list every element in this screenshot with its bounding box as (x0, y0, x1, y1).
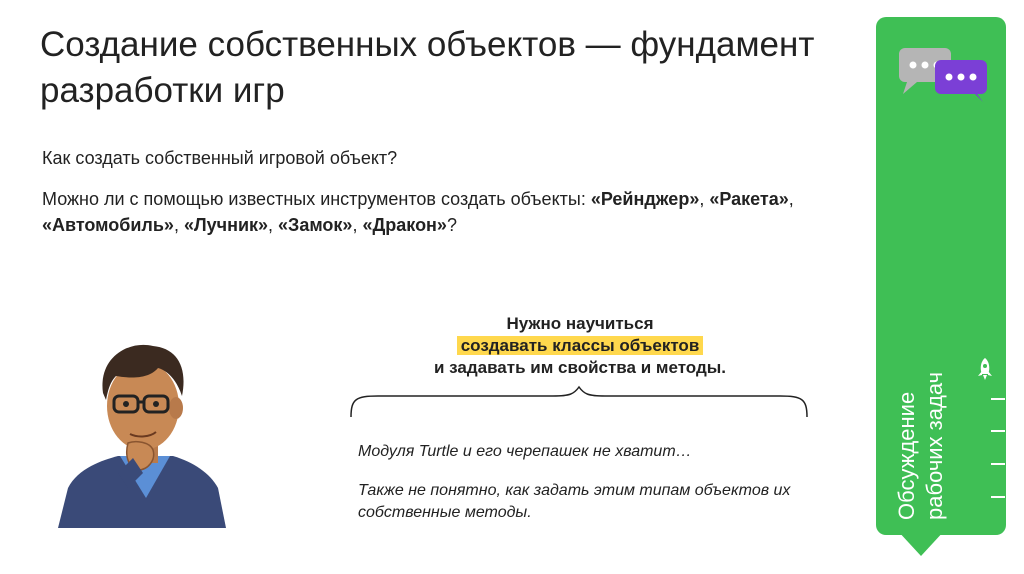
note-1: Модуля Turtle и его черепашек не хватит… (358, 443, 692, 460)
object-name: «Лучник» (183, 215, 269, 235)
question-1: Как создать собственный игровой объект? (42, 148, 398, 168)
sidebar-tick (991, 496, 1005, 498)
chat-bubbles-icon (897, 44, 989, 104)
separator: , (352, 215, 363, 235)
separator: , (268, 215, 279, 235)
object-name: «Дракон» (362, 215, 447, 235)
question-2 (42, 186, 842, 238)
separator: , (173, 215, 184, 235)
sidebar-tick (991, 463, 1005, 465)
sidebar-pointer (897, 530, 945, 558)
separator: , (788, 189, 794, 209)
separator: , (699, 189, 710, 209)
question-2-suffix: ? (446, 215, 457, 235)
curly-brace (348, 385, 810, 419)
object-name: «Автомобиль» (42, 215, 174, 235)
rocket-icon (976, 357, 994, 381)
thinking-man-avatar (58, 338, 233, 528)
callout-line-3: и задавать им свойства и методы. (433, 358, 726, 377)
question-2-prefix: Можно ли с помощью известных инструментов создать объекты: (42, 189, 591, 209)
sidebar-tick (991, 398, 1005, 400)
slide-title: Создание собственных объектов — фундамент разработки игр (40, 25, 815, 110)
note-2: Также не понятно, как задать этим типам объектов их собственные методы. (358, 482, 791, 521)
sidebar-tick (991, 430, 1005, 432)
callout-highlight: создавать классы объектов (457, 336, 704, 355)
object-name: «Рейнджер» (590, 189, 700, 209)
callout (380, 313, 780, 379)
object-name: «Ракета» (709, 189, 789, 209)
callout-line-1: Нужно научиться (506, 314, 654, 333)
sidebar-label: Обсуждение рабочих задач (894, 371, 947, 520)
object-name: «Замок» (278, 215, 353, 235)
